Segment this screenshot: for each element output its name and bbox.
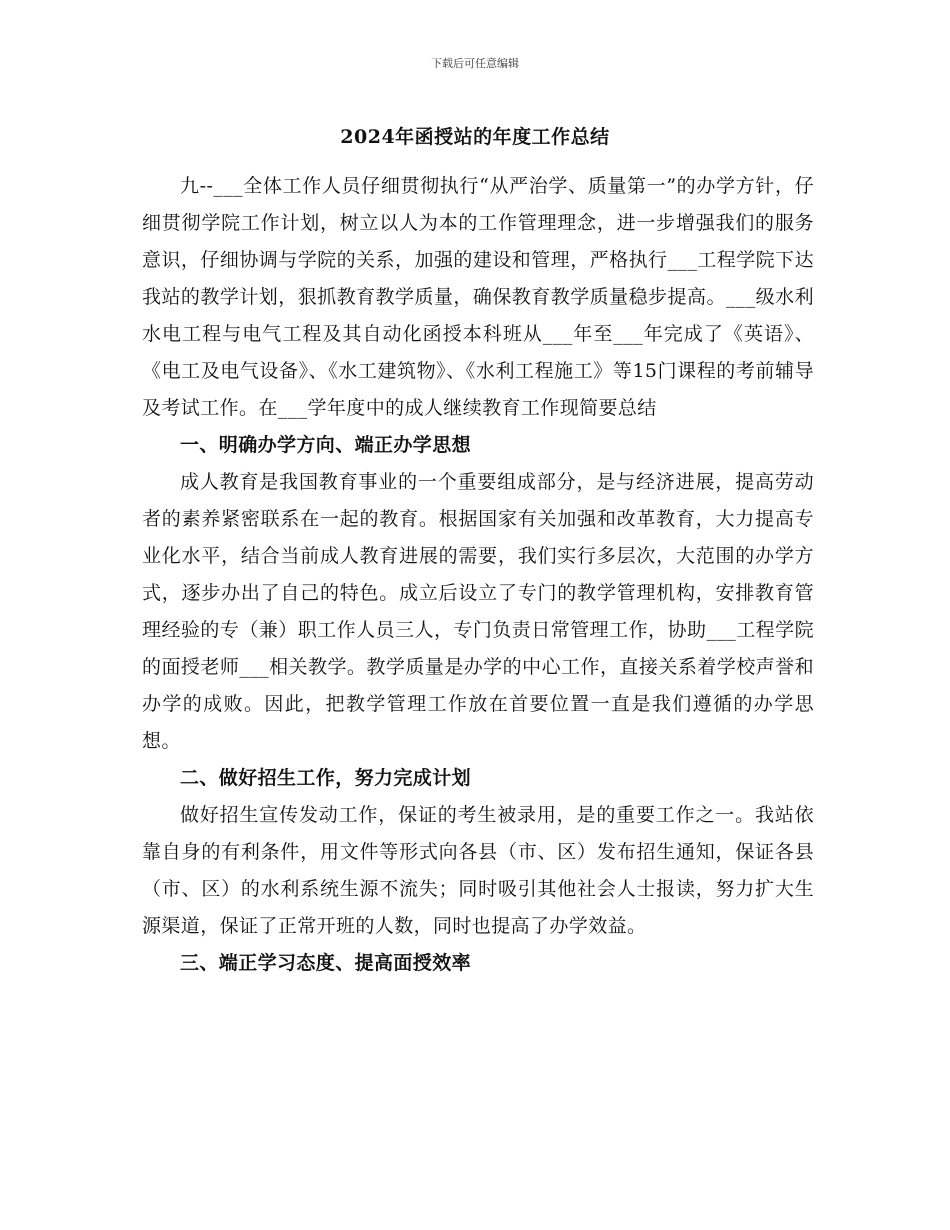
document-body [142,168,814,982]
section-heading-3: 三、端正学习态度、提高面授效率 [180,952,472,974]
section-paragraph-1: 成人教育是我国教育事业的一个重要组成部分，是与经济进展，提高劳动者的素养紧密联系在一起的教育。根据国家有关加强和改革教育，大力提高专业化水平，结合当前成人教育进展的需要，我们实行多层次，大范围的办学方式，逐步办出了自己的特色。成立后设立了专门的教学管理机构，安排教育管理经验的专（兼）职工作人员三人，专门负责日常管理工作，协助___工程学院的面授老师___相关教学。教学质量是办学的中心工作，直接关系着学校声誉和办学的成败。因此，把教学管理工作放在首要位置一直是我们遵循的办学思想。 [142,471,814,752]
section-heading-1: 一、明确办学方向、端正办学思想 [180,434,472,456]
section-paragraph-2: 做好招生宣传发动工作，保证的考生被录用，是的重要工作之一。我站依靠自身的有利条件，用文件等形式向各县（市、区）发布招生通知，保证各县（市、区）的水利系统生源不流失；同时吸引其他社会人士报读，努力扩大生源渠道，保证了正常开班的人数，同时也提高了办学效益。 [142,804,814,937]
page-title: 2024年函授站的年度工作总结 [340,126,610,148]
intro-paragraph: 九--___全体工作人员仔细贯彻执行“从严治学、质量第一”的办学方针，仔细贯彻学院工作计划，树立以人为本的工作管理理念，进一步增强我们的服务意识，仔细协调与学院的关系，加强的建设和管理，严格执行___工程学院下达我站的教学计划，狠抓教育教学质量，确保教育教学质量稳步提高。___级水利水电工程与电气工程及其自动化函授本科班从___年至___年完成了《英语》、《电工及电气设备》、《水工建筑物》、《水利工程施工》等15门课程的考前辅导及考试工作。在___学年度中的成人继续教育工作现简要总结 [142,175,814,419]
section-heading-2: 二、做好招生工作，努力完成计划 [180,767,472,789]
page-header: 下载后可任意编辑 [431,57,519,70]
